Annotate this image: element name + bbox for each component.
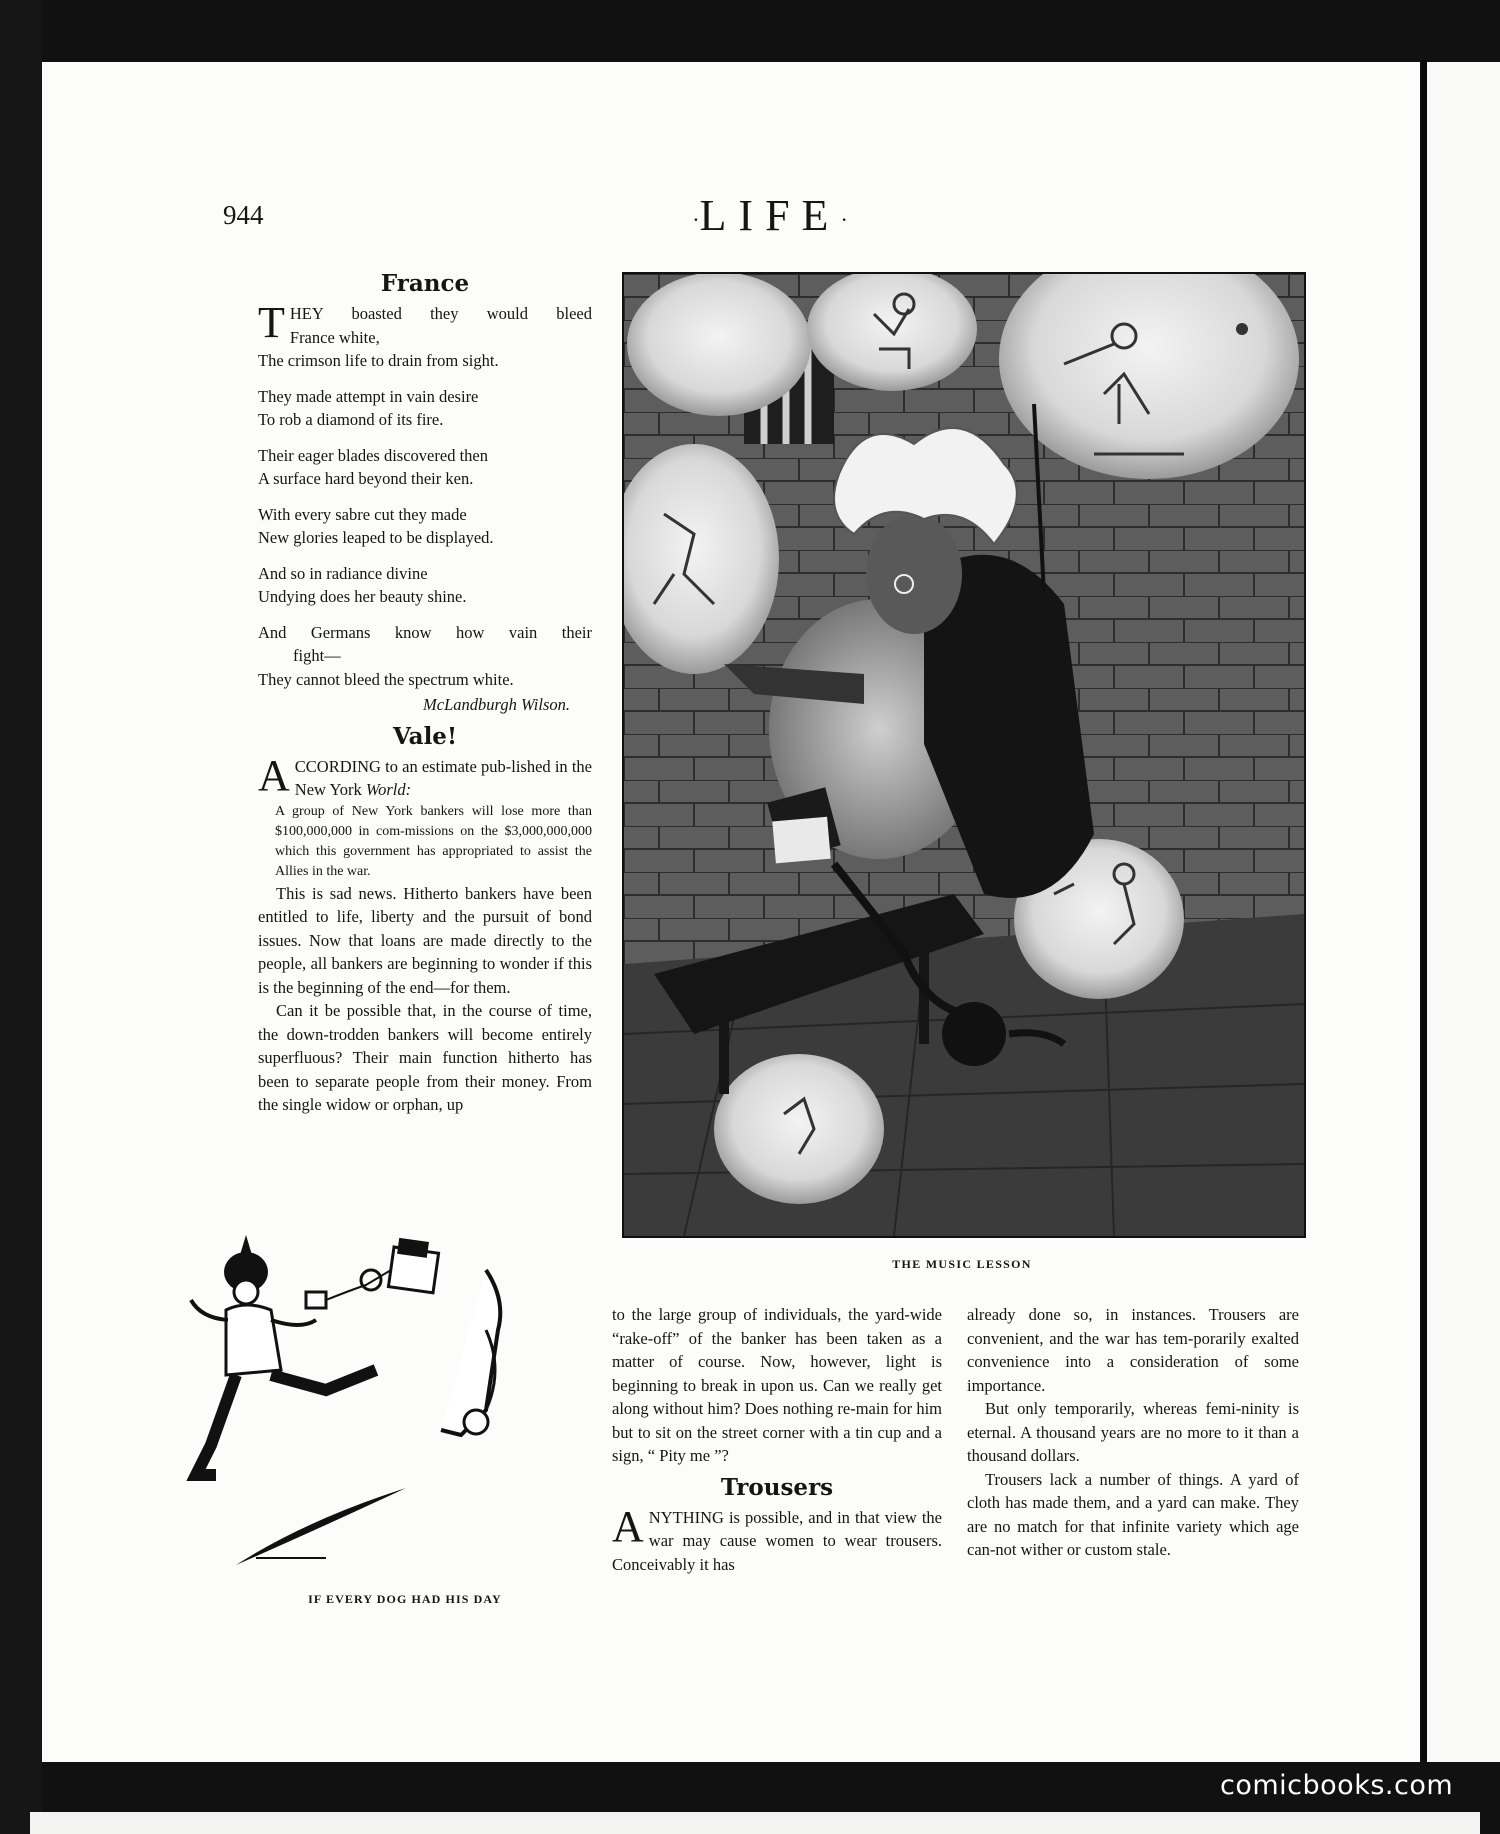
facing-page-edge [1427,62,1500,1762]
masthead-dot-left: · [692,206,700,232]
trousers-paragraph [612,1501,942,1577]
poem-stanza [258,444,592,491]
poem-author: McLandburgh Wilson. [423,695,570,714]
poem-stanza [258,562,592,609]
middle-column [612,1303,942,1576]
masthead [660,190,880,241]
masthead-dot-right: · [840,206,848,232]
drop-cap: A [612,1501,644,1551]
vale-intro [258,750,592,802]
watermark: comicbooks.com [1220,1770,1454,1801]
left-column [258,270,592,1117]
vale-intro-text: CCORDING to an estimate pub-lished in the New York [294,756,592,799]
page-number: 944 [223,200,264,230]
illustration-caption: THE MUSIC LESSON [892,1257,1032,1271]
poem-line: They made attempt in vain desire [258,386,479,406]
poem-line: HEY boasted they would bleed [289,304,592,323]
trousers-paragraph: already done so, in instances. Trousers are convenient, and the war has tem-porarily exalted convenience into a consideration of some importance. [967,1305,1299,1395]
poem-stanza [258,298,592,373]
trousers-paragraph: But only temporarily, whereas femi-ninity is eternal. A thousand years are no more to it than a thousand dollars. [967,1399,1299,1465]
poem-line: France white, [289,327,380,347]
right-column [967,1303,1299,1562]
poem-line: To rob a diamond of its fire. [258,410,444,429]
poem-line: Their eager blades discovered then [258,445,488,465]
article-title-vale: Vale! [392,722,458,750]
poem-stanza [258,385,592,432]
illustration-caption: IF EVERY DOG HAD HIS DAY [308,1592,502,1606]
vale-paragraph: This is sad news. Hitherto bankers have been entitled to life, liberty and the pursuit of bond issues. Now that loans are made directly to the people, all bankers are beginning to wonder if this is the beginning of the end—for them. [258,883,592,997]
poem-line: The crimson life to drain from sight. [258,351,499,370]
trousers-paragraph: Trousers lack a number of things. A yard of cloth has made them, and a yard can make. They are no match for that infinite variety which age can-not wither or custom stale. [967,1469,1299,1559]
scan-border-left [0,0,42,1834]
poem-line: New glories leaped to be displayed. [258,528,494,547]
poem-stanza [258,621,592,692]
poem-line: They cannot bleed the spectrum white. [258,669,514,689]
poem-line: And so in radiance divine [258,563,428,583]
poem-line: A surface hard beyond their ken. [258,469,474,488]
vale-continuation: to the large group of individuals, the yard-wide “rake-off” of the banker has been taken as a matter of course. Now, however, light is beginning to break in upon us. Can we really get along without him? Does nothing re-main for him but to sit on the street corner with a tin cup and a sign, “ Pity me ”? [612,1305,942,1465]
article-title-france: France [380,270,470,297]
music-lesson-illustration [624,274,1304,1236]
poem-stanza [258,503,592,550]
kaiser-tin-can-illustration [186,1230,594,1580]
drop-cap: T [258,298,285,347]
poem-line: With every sabre cut they made [258,504,467,524]
masthead-title: LIFE [699,191,841,240]
next-page-edge [30,1812,1480,1834]
poem-line: Undying does her beauty shine. [258,587,467,606]
trousers-paragraph-text: NYTHING is possible, and in that view the war may cause women to wear trousers. Conceivably it has [612,1507,942,1574]
poem-line: And Germans know how vain their [258,622,592,642]
newspaper-name: World: [365,780,412,799]
vale-paragraph: Can it be possible that, in the course of time, the down-trodden bankers will become entirely superfluous? Their main function hitherto has been to separate people from their money. From the single widow or orphan, up [258,1001,592,1114]
poem-line: fight— [293,646,341,665]
drop-cap: A [258,750,290,800]
block-quote: A group of New York bankers will lose more than $100,000,000 in com-missions on the $3,000,000,000 which this government has appropriated to assist the Allies in the war. [275,803,592,879]
music-lesson-cartoon [622,272,1306,1238]
article-title-trousers: Trousers [720,1473,834,1501]
dog-cartoon [186,1230,594,1580]
